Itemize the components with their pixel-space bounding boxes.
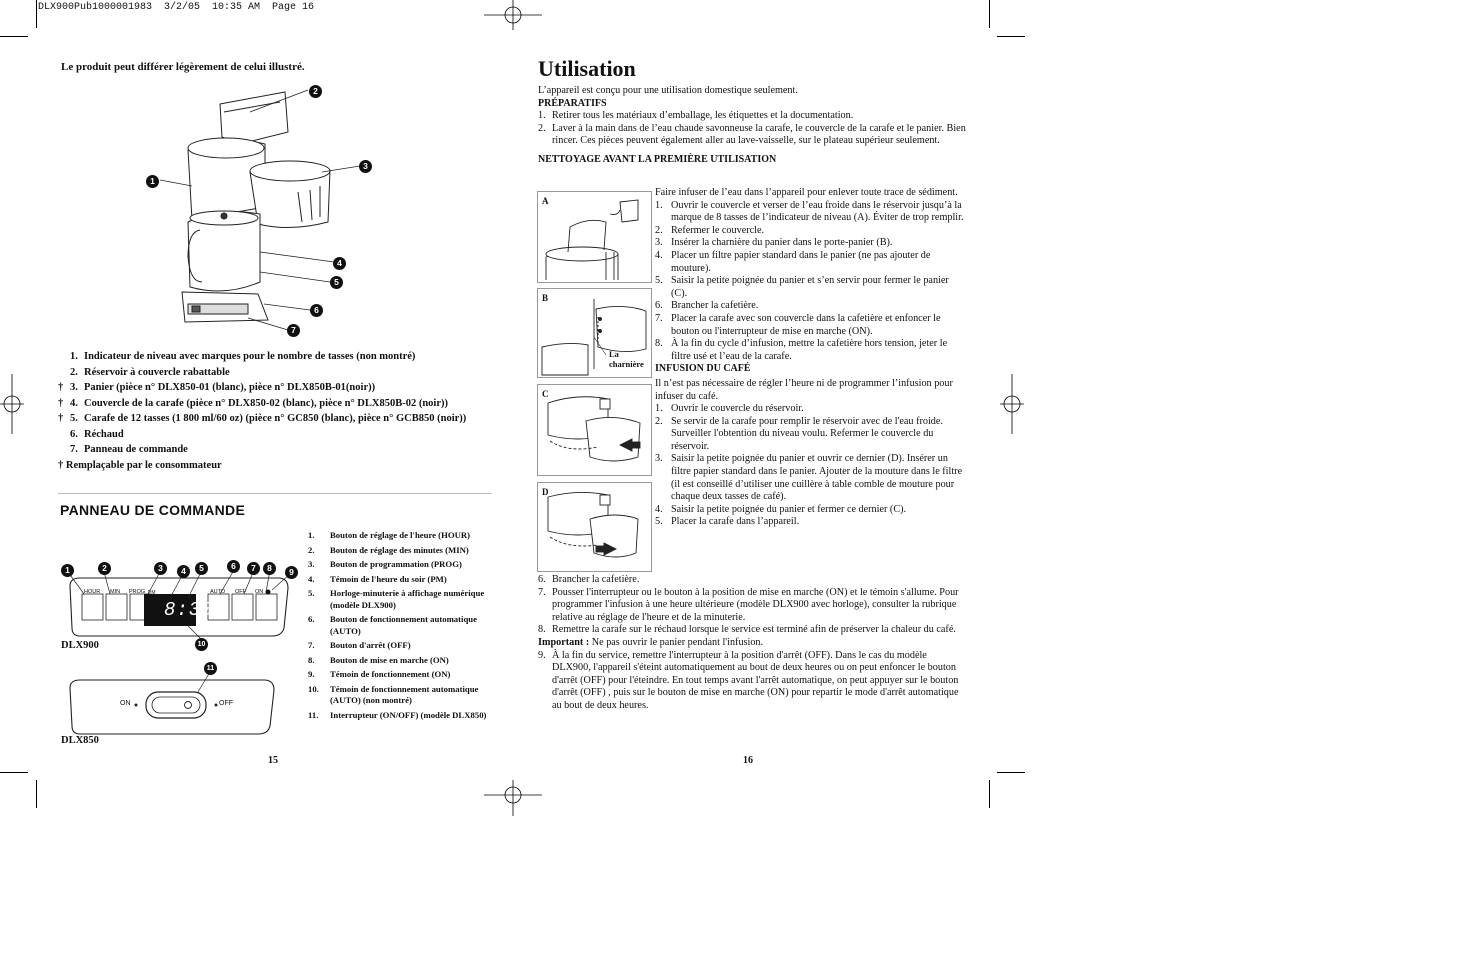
brew-step: 1. Ouvrir le couvercle du réservoir. [655, 403, 804, 415]
important-note: Important : Ne pas ouvrir le panier pendant l'infusion. [538, 636, 764, 648]
panel-list-item: 7. Bouton d'arrêt (OFF) [308, 640, 411, 650]
hinge-label: La charnière [609, 349, 644, 369]
page-number-left: 15 [268, 755, 278, 766]
final-step: 8. Remettre la carafe sur le réchaud lorsque le service est terminé afin de préserver la chaleur du café. [538, 624, 956, 636]
parts-item: † 5. Carafe de 12 tasses (1 800 ml/60 oz) (pièce n° GC850 (blanc), pièce n° GCB850 (noir)) [58, 413, 467, 424]
figure-b-label: B [542, 293, 549, 303]
figure-d [537, 482, 652, 572]
parts-item: 7. Panneau de commande [70, 444, 188, 455]
clean-heading: NETTOYAGE AVANT LA PREMIÈRE UTILISATION [538, 153, 777, 165]
clean-step: 3. Insérer la charnière du panier dans le porte-panier (B). [655, 237, 893, 249]
panel-callout-10: 10 [195, 638, 208, 651]
prep-step: 2. Laver à la main dans de l’eau chaude savonneuse la carafe, le couvercle de la carafe et le panier. Bien rincer. Ces pièces peuvent également aller au lave-vaisselle, sur le plateau supérieur seulement. [538, 122, 966, 147]
clean-step: 7. Placer la carafe avec son couvercle dans la cafetière et enfoncer le bouton ou l'interrupteur de mise en marche (ON). [655, 312, 941, 337]
switch-on-label: ON [120, 700, 131, 707]
figure-a-drawing [538, 192, 651, 282]
clean-step: 8. À la fin du cycle d’infusion, mettre la cafetière hors tension, jeter le filtre usé et l’eau de la carafe. [655, 338, 948, 362]
replaceable-note: † Remplaçable par le consommateur [58, 459, 222, 471]
product-disclaimer: Le produit peut différer légèrement de celui illustré. [61, 61, 305, 73]
panel-callout-9: 9 [285, 566, 298, 579]
page-number-right: 16 [743, 755, 753, 766]
clean-intro: Faire infuser de l’eau dans l’appareil pour enlever toute trace de sédiment. [655, 187, 958, 198]
panel-list-item: 8. Bouton de mise en marche (ON) [308, 654, 449, 665]
control-panel-list [308, 530, 498, 724]
figure-d-drawing [538, 483, 651, 571]
clean-step: 5. Saisir la petite poignée du panier et s’en servir pour fermer le panier (C). [655, 275, 949, 299]
registration-mark-right [998, 374, 1026, 434]
switch-off-label: OFF [219, 700, 233, 707]
registration-mark-bottom [484, 780, 544, 820]
figure-c-drawing [538, 385, 651, 475]
panel-list-item: 6. Bouton de fonctionnement automatique (AUTO) [308, 614, 477, 636]
figure-a-label: A [542, 196, 549, 206]
clean-step: 6. Brancher la cafetière. [655, 300, 759, 312]
brew-step: 2. Se servir de la carafe pour remplir le réservoir avec de l'eau froide. Surveiller l'obtention du niveau voulu. Refermer le couvercle du réservoir. [655, 415, 943, 452]
clean-section [655, 187, 965, 529]
clean-step: 2. Refermer le couvercle. [655, 224, 765, 236]
panel-callout-11: 11 [204, 662, 217, 675]
panel-list-item: 4. Témoin de l'heure du soir (PM) [308, 573, 447, 584]
callout-4: 4 [333, 257, 346, 270]
panel-callout-7: 7 [247, 562, 260, 575]
panel-list-item: 5. Horloge-minuterie à affichage numérique (modèle DLX900) [308, 588, 485, 610]
panel-list-item: 11. Interrupteur (ON/OFF) (modèle DLX850) [308, 709, 487, 720]
parts-item: 6. Réchaud [70, 428, 124, 440]
callout-3: 3 [359, 160, 372, 173]
parts-item: 1. Indicateur de niveau avec marques pour le nombre de tasses (non montré) [70, 351, 416, 362]
auto-button-label: AUTO [210, 589, 226, 595]
parts-item: 2. Réservoir à couvercle rabattable [70, 366, 230, 378]
panel-list-item: 9. Témoin de fonctionnement (ON) [308, 669, 451, 679]
panel-section-title: PANNEAU DE COMMANDE [60, 502, 246, 518]
panel-callout-4: 4 [177, 565, 190, 578]
hour-button-label: HOUR [84, 589, 101, 595]
parts-item: † 4. Couvercle de la carafe (pièce n° DLX850-02 (blanc), pièce n° DLX850B-02 (noir)) [58, 397, 448, 409]
final-steps [538, 574, 966, 713]
panel-callout-3: 3 [154, 562, 167, 575]
clean-step: 1. Ouvrir le couvercle et verser de l’eau froide dans le réservoir jusqu’à la marque de 8 tasses de l’indicateur de niveau (A). Éviter de trop remplir. [655, 199, 964, 224]
brew-step: 3. Saisir la petite poignée du panier et ouvrir ce dernier (D). Insérer un filtre papier standard dans le panier. Ajouter de la mouture dans le filtre (il est conseillé d’utiliser une cuillère à table comble de mouture pour chaque deux tasses de café). [655, 453, 963, 503]
clean-step: 4. Placer un filtre papier standard dans le panier (ne pas ajouter de mouture). [655, 249, 931, 274]
callout-7: 7 [287, 324, 300, 337]
callout-5: 5 [330, 276, 343, 289]
prep-step: 1. Retirer tous les matériaux d’emballage, les étiquettes et la documentation. [538, 110, 854, 122]
brew-intro: Il n’est pas nécessaire de régler l’heure ni de programmer l’infusion pour infuser du café. [655, 377, 953, 402]
prog-button-label: PROG [129, 589, 146, 595]
on-button-label: ON [255, 589, 264, 595]
callout-2: 2 [309, 85, 322, 98]
panel-list-item: 3. Bouton de programmation (PROG) [308, 559, 462, 569]
section-divider [58, 493, 492, 494]
clock-display: 8:30 [164, 599, 214, 621]
registration-mark-left [0, 374, 26, 434]
panel-list-item: 1. Bouton de réglage de l'heure (HOUR) [308, 530, 471, 540]
final-step: 9. À la fin du service, remettre l'interrupteur à la position d'arrêt (OFF). Dans le cas du modèle DLX900, l'appareil s'éteint automatiquement au bout de deux heures ou on peut enfoncer le bouton d'arrêt (OFF) pour l'éteindre. En tout temps avant l'arrêt automatique, on peut appuyer sur le bouton d'arrêt (OFF) , puis sur le bouton de mise en marche (ON) pour repartir le mode d'arrêt automatique au bout de deux heures. [538, 649, 959, 711]
pm-indicator-label: PM [148, 590, 156, 596]
panel-callout-2: 2 [98, 562, 111, 575]
panel-callout-1: 1 [61, 564, 74, 577]
panel-callout-5: 5 [195, 562, 208, 575]
min-button-label: MIN [110, 589, 121, 595]
parts-list [58, 349, 498, 473]
panel-callout-6: 6 [227, 560, 240, 573]
brew-step: 5. Placer la carafe dans l’appareil. [655, 516, 800, 528]
coffee-maker-illustration [140, 82, 380, 342]
panel-list-item: 2. Bouton de réglage des minutes (MIN) [308, 544, 469, 555]
brew-heading: INFUSION DU CAFÉ [655, 363, 751, 375]
model-dlx900-label: DLX900 [61, 640, 99, 651]
printer-slug: DLX900Pub1000001983 3/2/05 10:35 AM Page 16 [38, 2, 315, 13]
off-button-label: OFF [235, 589, 246, 595]
prep-heading: PRÉPARATIFS [538, 97, 607, 109]
parts-item: † 3. Panier (pièce n° DLX850-01 (blanc), pièce n° DLX850B-01(noir)) [58, 382, 376, 393]
panel-list-item: 10. Témoin de fonctionnement automatique (AUTO) (non montré) [308, 683, 479, 705]
figure-d-label: D [542, 487, 549, 497]
figure-c-label: C [542, 389, 549, 399]
panel-callout-8: 8 [263, 562, 276, 575]
figure-a [537, 191, 652, 283]
callout-6: 6 [310, 304, 323, 317]
brew-step: 4. Saisir la petite poignée du panier et fermer ce dernier (C). [655, 503, 907, 515]
final-step: 7. Pousser l'interrupteur ou le bouton à la position de mise en marche (ON) et le témoin s'allume. Pour programmer l'infusion à une heure ultérieure (modèle DLX900 avec horloge), consulter la rubrique relative au réglage de l'heure et de la minuterie. [538, 586, 959, 623]
callout-1: 1 [146, 175, 159, 188]
model-dlx850-label: DLX850 [61, 735, 99, 746]
prep-section [538, 85, 968, 167]
figure-c [537, 384, 652, 476]
final-step: 6. Brancher la cafetière. [538, 574, 640, 585]
usage-intro: L’appareil est conçu pour une utilisation domestique seulement. [538, 85, 798, 96]
page-title: Utilisation [538, 56, 636, 81]
registration-mark-top [484, 0, 544, 32]
